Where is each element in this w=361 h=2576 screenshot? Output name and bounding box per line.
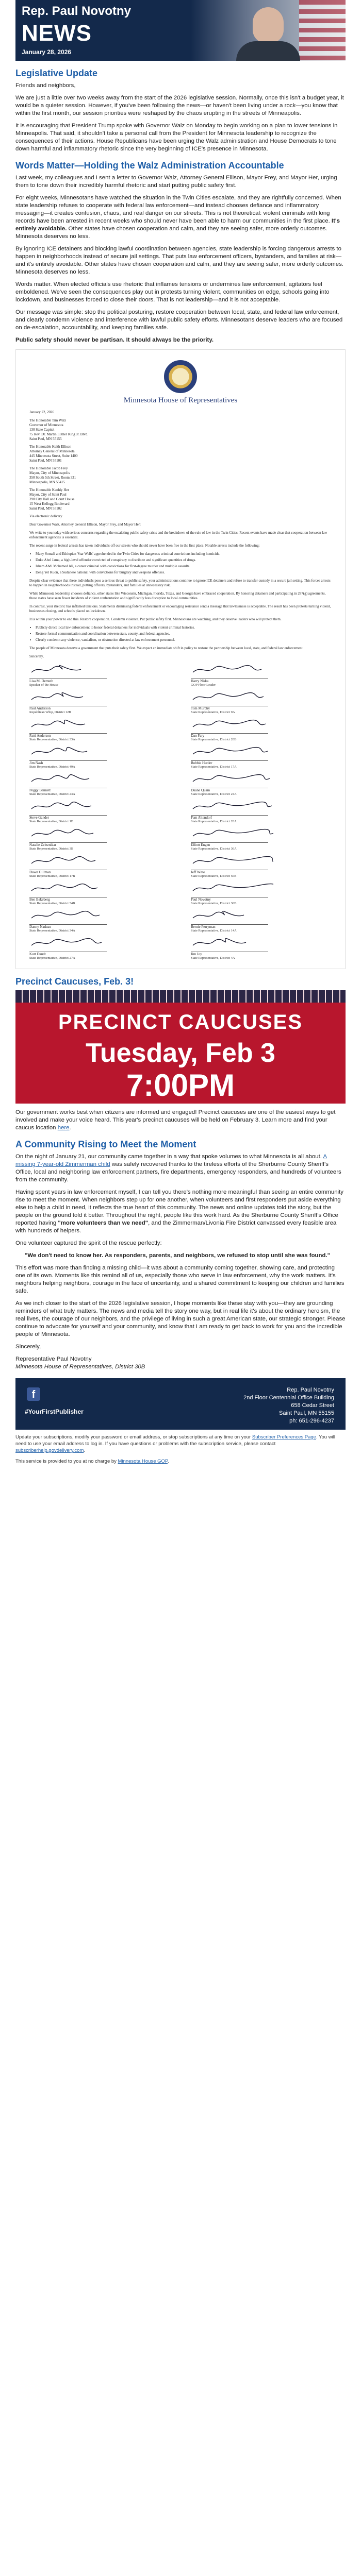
letter-bullet: • Restore formal communication and coordination between state, county, and federal agencies.	[36, 632, 332, 636]
letter-bullet: • Deng Yel Kuon, a Sudanese national with convictions for burglary and weapons offenses.	[36, 570, 332, 575]
letter-bullet: • Publicly direct local law enforcement to honor federal detainers for individuals with violent criminal histories.	[36, 625, 332, 630]
addressee-line: The Honorable Jacob Frey	[29, 466, 68, 470]
letter-addressee	[29, 418, 332, 442]
paragraph: One volunteer captured the spirit of the rescue perfectly:	[15, 1240, 162, 1246]
signer-name: Ben Bakeberg	[29, 897, 50, 902]
handwritten-signature	[29, 937, 112, 948]
signer-title: State Representative, District 14A	[191, 929, 237, 933]
addressee-line: The Honorable Kaohly Her	[29, 488, 69, 492]
letter-sincerely: Sincerely,	[29, 654, 44, 658]
paragraph: Having spent years in law enforcement myself, I can tell you there's nothing more meaningful than seeing an entire community rise to meet the moment. When neighbors step up for one another, when volunteers and first responders put aside everything else to help a child in need, it reflects the true heart of this community. The news and online updates told the story, but the people on the ground told it better. Throughout the night, people like this work hard. As the Sherburne County Sheriff's Office reported having "more volunteers than we need", and the Zimmerman/Livonia Fire District canvassed every feasible area with hundreds of helpers.	[15, 1189, 343, 1234]
handwritten-signature	[29, 664, 112, 675]
missing-child-link[interactable]: A missing 7-year-old Zimmerman child	[15, 1154, 327, 1167]
signature-block	[191, 937, 332, 960]
signature-block	[191, 773, 332, 796]
handwritten-signature	[29, 910, 112, 921]
letter-closing: The people of Minnesota deserve a government that puts their safety first. We expect an immediate shift in policy to restore the partnership between local, state, and federal law enforcement.	[29, 646, 304, 650]
signer-name: Dawn Gillman	[29, 870, 51, 874]
paragraph: By ignoring ICE detainers and blocking lawful coordination between agencies, state leadership is forcing dangerous arrests to happen in neighborhoods instead of secure jail settings. That puts law enforcement officers, bystanders, and families at risk—and it's entirely avoidable. Other states have chosen cooperation and calm, and they are seeing safer, more orderly outcomes. Minnesota deserves no less.	[15, 246, 343, 275]
signer-name: Steve Gander	[29, 816, 49, 820]
flag-image	[299, 0, 346, 61]
addressee-line: 75 Rev. Dr. Martin Luther King Jr. Blvd.	[29, 432, 89, 436]
signature-block	[29, 691, 170, 715]
subscriber-help-link[interactable]: subscriberhelp.govdelivery.com	[15, 1448, 84, 1453]
handwritten-signature	[29, 855, 112, 867]
letter-paragraph: Despite clear evidence that these individuals pose a serious threat to public safety, your administrations continue to ignore ICE detainers and refuse to transfer custody in a secure jail setting. This forces arrests to happen in neighborhoods instead, putting officers, bystanders, and families at unnecessary risk.	[29, 579, 331, 587]
facebook-icon[interactable]: f	[27, 1387, 40, 1401]
signer-title: State Representative, District 56B	[191, 874, 237, 878]
signer-title: State Representative, District 3B	[29, 847, 74, 851]
signer-name: Paul Anderson	[29, 706, 51, 710]
addressee-line: 390 City Hall and Court House	[29, 497, 75, 501]
house-gop-link[interactable]: Minnesota House GOP	[118, 1459, 168, 1464]
signer-name: Jim Joy	[191, 952, 202, 956]
addressee-line: The Honorable Keith Ellison	[29, 445, 72, 449]
handwritten-signature	[191, 719, 273, 730]
addressee-line: Governor of Minnesota	[29, 423, 63, 427]
handwritten-signature	[29, 746, 112, 757]
handwritten-signature	[191, 828, 273, 839]
signature-block	[191, 910, 332, 933]
greeting: Friends and neighbors,	[15, 82, 76, 89]
signer-name: Bernie Perryman	[191, 925, 216, 929]
signer-name: Pam Altendorf	[191, 816, 212, 820]
letter-bullets	[36, 552, 332, 575]
signer-title: State Representative, District 20A	[191, 820, 237, 823]
handwritten-signature	[191, 773, 273, 785]
signer-name: Lisa M. Demuth	[29, 679, 54, 683]
addressee-line: Mayor, City of Minneapolis	[29, 471, 70, 475]
letter-bullet: • Clearly condemn any violence, vandalism, or obstruction directed at law enforcement personnel.	[36, 638, 332, 642]
letter-date: January 22, 2026	[29, 410, 55, 414]
signer-title: State Representative, District 9A	[191, 710, 235, 714]
signer-name: Bobbie Harder	[191, 761, 212, 765]
signer-title: State Representative, District 1B	[29, 820, 74, 823]
signature-block	[29, 719, 170, 742]
signature-block	[29, 910, 170, 933]
addressee-line: 15 West Kellogg Boulevard	[29, 502, 70, 506]
signer-name: Duane Quam	[191, 788, 210, 792]
handwritten-signature	[29, 691, 112, 703]
handwritten-signature	[191, 746, 273, 757]
signer-title: Republican Whip, District 12B	[29, 710, 71, 714]
caucus-link[interactable]: here	[57, 1125, 70, 1131]
handwritten-signature	[191, 664, 273, 675]
flag-ribbon	[15, 990, 346, 1003]
paragraph: Sincerely,	[15, 1344, 41, 1350]
addressee-line: 130 State Capitol	[29, 428, 55, 432]
header-date: January 28, 2026	[22, 48, 72, 56]
signature-block	[29, 937, 170, 960]
representative-portrait-suit	[236, 41, 300, 61]
signer-title: State Representative, District 27A	[29, 956, 75, 960]
header-news-label: NEWS	[22, 21, 92, 46]
signature-block	[29, 746, 170, 769]
handwritten-signature	[29, 719, 112, 730]
caucus-heading: Precinct Caucuses, Feb. 3!	[15, 976, 134, 987]
signer-title: GOP Floor Leader	[191, 683, 216, 687]
handwritten-signature	[29, 801, 112, 812]
signer-name: Kurt Daudt	[29, 952, 46, 956]
paragraph: Public safety should never be partisan. It should always be the priority.	[15, 337, 214, 343]
addressee-line: 350 South 5th Street, Room 331	[29, 476, 76, 480]
paragraph: Our government works best when citizens are informed and engaged! Precinct caucuses are one of the easiest ways to get involved and make your voice heard. This year's precinct caucuses will be held on February 3. Learn more and find your caucus location here.	[15, 1109, 336, 1131]
signature-block	[29, 801, 170, 824]
signer-title: State Representative, District 23A	[29, 792, 75, 796]
newsletter-footer	[15, 1378, 346, 1430]
letter-paragraph: It is within your power to end this. Restore cooperation. Condemn violence. Put public safety first. Minnesotans are watching, and they deserve leaders who will protect them.	[29, 617, 282, 621]
legislative-update-heading: Legislative Update	[15, 68, 98, 78]
addressee-line: Minneapolis, MN 55415	[29, 480, 65, 484]
signature-block	[191, 801, 332, 824]
letter-addressee	[29, 445, 332, 463]
letter-addressees	[29, 418, 332, 511]
letter-addressee	[29, 466, 332, 485]
addressee-line: Mayor, City of Saint Paul	[29, 493, 67, 497]
subscriber-preferences-link[interactable]: Subscriber Preferences Page	[252, 1434, 316, 1440]
signer-title: Speaker of the House	[29, 683, 58, 687]
handwritten-signature	[191, 937, 273, 948]
signature-block	[191, 691, 332, 715]
addressee-line: Saint Paul, MN 55102	[29, 506, 62, 511]
signer-name: Harry Niska	[191, 679, 209, 683]
handwritten-signature	[29, 883, 112, 894]
letter-image	[15, 349, 346, 969]
paragraph: We are just a little over two weeks away from the start of the 2026 legislative session. Normally, once this isn't a budget year, it would be a quieter session. However, if you've been following the news—or haven't been living under a rock—you know that within the first month, our session priorities were reshaped by the chaos erupting in the streets of Minneapolis.	[15, 95, 344, 116]
paragraph: On the night of January 21, our community came together in a way that spoke volumes to what Minnesota is all about. A missing 7-year-old Zimmerman child was safely recovered thanks to the tireless efforts of the Sherburne County Sheriff's Office, local and neighboring law enforcement partners, fire departments, emergency responders, and hundreds of volunteers from the community.	[15, 1154, 341, 1183]
banner-line-3: 7:00PM	[126, 1068, 235, 1103]
signature-title: Minnesota House of Representatives, District 30B	[15, 1364, 145, 1370]
handwritten-signature	[29, 828, 112, 839]
signer-title: State Representative, District 17B	[29, 874, 75, 878]
letter-salutation: Dear Governor Walz, Attorney General Ellison, Mayor Frey, and Mayor Her:	[29, 522, 141, 527]
handwritten-signature	[29, 773, 112, 785]
paragraph: It is encouraging that President Trump spoke with Governor Walz on Monday to begin working on a plan to lower tensions in Minneapolis. That said, it shouldn't take a personal call from the President for Minnesota leadership to recognize the consequences of their actions. House Republicans have been urging the Walz administration and House Democrats to tone down harmful and inflammatory rhetoric since the very beginning of ICE's presence in Minnesota.	[15, 123, 338, 152]
signature-block	[191, 883, 332, 906]
signer-name: Patti Anderson	[29, 734, 51, 738]
signer-name: Jeff Witte	[191, 870, 205, 874]
caucus-banner-image	[15, 990, 346, 1104]
addressee-line: The Honorable Tim Walz	[29, 418, 67, 422]
handwritten-signature	[191, 801, 273, 812]
signature-block	[191, 855, 332, 878]
signature-block	[29, 883, 170, 906]
letter-paragraph: The recent surge in federal arrests has taken individuals off our streets who should never have been free in the first place. Notable arrests include the following:	[29, 544, 260, 548]
signature-block	[191, 719, 332, 742]
letter-bullet: • Duke Abel Jama, a high-level offender convicted of conspiracy to distribute and significant quantities of drugs.	[36, 558, 332, 563]
signer-name: Dan Fary	[191, 734, 205, 738]
signer-name: Tom Murphy	[191, 706, 210, 710]
signer-title: State Representative, District 4A	[191, 956, 235, 960]
signer-name: Natalie Zeleznikar	[29, 843, 56, 847]
addressee-line: Saint Paul, MN 55101	[29, 459, 62, 463]
addressee-line: Attorney General of Minnesota	[29, 449, 75, 453]
addressee-line: Saint Paul, MN 55155	[29, 437, 62, 441]
paragraph: As we inch closer to the start of the 2026 legislative session, I hope moments like these stay with you—they are grounding reminders of what truly matters. The news and media tell the story one way, but in real life it's about the ordinary heroism, the real lives, the courage of our neighbors, and the privilege of living in such a great American state, our strategic stronger. Please continue to advocate for yourself and your community, and know that I am ready to get back to work for you and the incredible people of Minnesota.	[15, 1300, 346, 1337]
signer-name: Paul Novotny	[191, 897, 211, 902]
signer-title: State Representative, District 33A	[29, 738, 75, 741]
paragraph: For eight weeks, Minnesotans have watched the situation in the Twin Cities escalate, and they are rightfully concerned. When state leadership refuses to cooperate with federal law enforcement—and instead chooses defiance and inflammatory messaging—it creates confusion, chaos, and real danger on our streets. This is not theoretical: violent criminals with long records have been arrested in recent weeks who should never have been able to harm our communities in the first place. It's entirely avoidable. Other states have chosen cooperation and calm, and they are seeing safer, more orderly outcomes. Minnesota deserves no less.	[15, 195, 341, 240]
signer-title: State Representative, District 36A	[191, 847, 237, 851]
signer-title: State Representative, District 54B	[29, 902, 75, 905]
paragraph: This effort was more than finding a missing child—it was about a community coming together, showing care, and protecting one of its own. Moments like this remind all of us, especially those who serve in law enforcement, why the work matters. It's neighbors helping neighbors, courage in the face of uncertainty, and a shared commitment to keeping our children and families safe.	[15, 1265, 344, 1294]
addressee-line: 445 Minnesota Street, Suite 1400	[29, 454, 78, 458]
volunteer-quote: "We don't need to know her. As responders, parents, and neighbors, we refused to stop until she was found."	[25, 1252, 330, 1259]
signature-block	[29, 773, 170, 796]
handwritten-signature	[191, 883, 273, 894]
words-matter-heading: Words Matter—Holding the Walz Administration Accountable	[15, 160, 284, 171]
signer-title: State Representative, District 49A	[29, 765, 75, 769]
signer-title: State Representative, District 17A	[191, 765, 237, 769]
letter-via: Via electronic delivery	[29, 514, 62, 518]
letter-bullets	[36, 625, 332, 642]
representative-portrait	[253, 7, 284, 43]
paragraph: Last week, my colleagues and I sent a letter to Governor Walz, Attorney General Ellison, Mayor Frey, and Mayor Her, urging them to tone down their incredibly harmful rhetoric and start putting public safety first.	[15, 175, 337, 189]
letter-paragraph: We write to you today with serious concerns regarding the escalating public safety crisis and the breakdown of the rule of law in the Twin Cities. Recent events have made clear that cooperation between law enforcement agencies is essential.	[29, 531, 327, 539]
footer-tagline: #YourFirstPublisher	[25, 1408, 84, 1415]
signature-block	[29, 664, 170, 687]
signature-block	[29, 828, 170, 851]
newsletter-header	[15, 0, 346, 61]
office-address: Rep. Paul Novotny 2nd Floor Centennial Office Building 658 Cedar Street Saint Paul, MN 55155 ph: 651-296-4237	[243, 1387, 334, 1424]
signature-grid	[29, 664, 332, 960]
letter-bullet: • Many Somali and Ethiopian 'Star Wells' apprehended in the Twin Cities for dangerous criminal convictions including homicide.	[36, 552, 332, 556]
house-seal-icon	[164, 360, 197, 393]
letter-paragraph: In contrast, your rhetoric has inflamed tensions. Statements dismissing federal enforcement or encouraging resistance send a message that lawlessness is acceptable. The result has been protests turning violent, businesses closing, and schools placed on lockdown.	[29, 604, 331, 613]
letter-bullet: • Isham Abdi Mohamed Ali, a career criminal with convictions for first-degree murder and multiple assaults.	[36, 564, 332, 569]
service-note: This service is provided to you at no charge by Minnesota House GOP.	[15, 1459, 169, 1464]
signer-name: Jim Nash	[29, 761, 43, 765]
signature-block	[191, 828, 332, 851]
handwritten-signature	[191, 855, 273, 867]
signer-title: State Representative, District 30B	[191, 902, 237, 905]
letter-addressee	[29, 488, 332, 511]
signature-block	[191, 664, 332, 687]
handwritten-signature	[191, 910, 273, 921]
signer-name: Danny Nadeau	[29, 925, 51, 929]
letter-paragraph: While Minnesota leadership chooses defiance, other states like Wisconsin, Michigan, Florida, Texas, and Georgia have embraced cooperation. By honoring detainers and participating in 287(g) agreements, those states have seen fewer incidents of violent confrontation and significantly less disruption to local communities.	[29, 591, 326, 600]
header-title: Rep. Paul Novotny	[22, 4, 132, 18]
signature-name: Representative Paul Novotny	[15, 1356, 92, 1362]
paragraph: Words matter. When elected officials use rhetoric that inflames tensions or undermines law enforcement, agitators feel emboldened. We've seen the consequences play out in protests turning violent, communities on edge, schools going into lockdown, and businesses forced to close their doors. That is not leadership—and it is not acceptable.	[15, 281, 330, 303]
subscription-note: Update your subscriptions, modify your password or email address, or stop subscriptions at any time on your Subscriber Preferences Page. You will need to use your email address to log in. If you have questions or problems with the subscription service, please contact subscriberhelp.govdelivery.com.	[15, 1434, 335, 1453]
signer-name: Peggy Bennett	[29, 788, 51, 792]
signer-title: State Representative, District 34A	[29, 929, 75, 933]
letterhead-title: Minnesota House of Representatives	[123, 396, 238, 404]
signature-block	[191, 746, 332, 769]
signer-title: State Representative, District 20B	[191, 738, 237, 741]
community-heading: A Community Rising to Meet the Moment	[15, 1139, 196, 1149]
newsletter	[15, 0, 346, 1465]
paragraph: Our message was simple: stop the political posturing, restore cooperation between local, state, and federal law enforcement, and clearly condemn violence and interference with lawful public safety efforts. Minnesotans deserve leaders who are focused on de-escalation, accountability, and keeping families safe.	[15, 309, 343, 331]
banner-line-1: PRECINCT CAUCUSES	[58, 1011, 303, 1033]
signer-name: Elliott Engen	[191, 843, 210, 847]
handwritten-signature	[191, 691, 273, 703]
banner-line-2: Tuesday, Feb 3	[86, 1038, 275, 1068]
signature-block	[29, 855, 170, 878]
signer-title: State Representative, District 24A	[191, 792, 237, 796]
